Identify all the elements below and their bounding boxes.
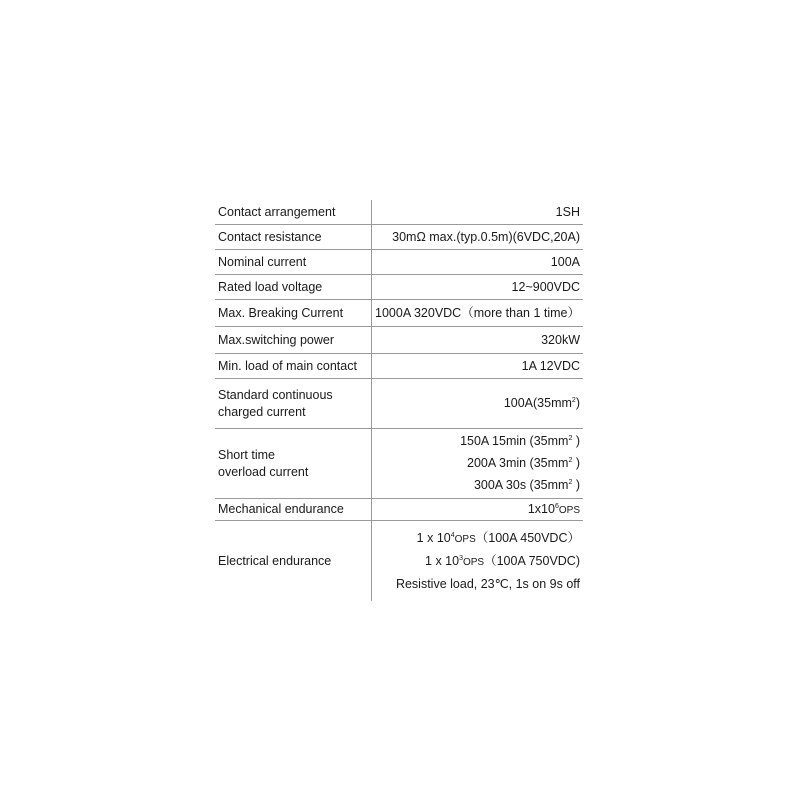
endurance-value-line: 1 x $10^3OPS(100A$ 750VDC) [425, 553, 580, 568]
spec-row-electrical-endurance [215, 521, 583, 601]
endurance-value-line: Resistive load, 23℃, 1s on 9s off [395, 576, 580, 591]
spec-label: Nominal current [215, 250, 372, 274]
spec-label: Contact arrangement [215, 200, 372, 224]
spec-value [372, 521, 583, 601]
spec-label: Min. load of main contact [215, 354, 372, 378]
spec-label: Standard continuous charged current [215, 379, 372, 428]
spec-value: 100A [550, 254, 580, 269]
spec-label: Mechanical endurance [215, 499, 372, 520]
spec-label: Electrical endurance [215, 521, 372, 601]
spec-label: Short time overload current [215, 429, 372, 498]
spec-row-max-switching-power [215, 327, 583, 354]
spec-row-standard-continuous-charged-current [215, 379, 583, 429]
spec-row-rated-load-voltage [215, 275, 583, 300]
spec-value: $1x10^6OPS$ [527, 501, 580, 516]
spec-value: 320kW [541, 332, 580, 347]
spec-row-contact-resistance [215, 225, 583, 250]
spec-row-max-breaking-current [215, 300, 583, 327]
overload-value-line: 200A 3min ($35mm^2$ ) [467, 456, 580, 470]
spec-value: 12~900VDC [511, 279, 580, 294]
spec-row-mechanical-endurance [215, 499, 583, 521]
spec-value [372, 429, 583, 498]
spec-value: 1A 12VDC [521, 358, 580, 373]
endurance-value-line: 1 x $10^4OPS(100A$ 450VDC） [416, 530, 580, 545]
spec-row-contact-arrangement [215, 200, 583, 225]
spec-value: $100A(35mm^2)$ [503, 396, 580, 410]
spec-value: 1000A 320VDC（more than 1 time） [375, 305, 580, 320]
spec-label: Max.switching power [215, 327, 372, 353]
spec-row-short-time-overload-current [215, 429, 583, 499]
spec-row-min-load-main-contact [215, 354, 583, 379]
overload-value-line: 150A 15min ($35mm^2$ ) [460, 434, 580, 448]
spec-label: Contact resistance [215, 225, 372, 249]
spec-value: 1SH [555, 204, 580, 219]
spec-row-nominal-current [215, 250, 583, 275]
overload-value-line: 300A 30s ($35mm^2$ ) [473, 478, 580, 492]
specification-table [215, 200, 583, 601]
spec-value: 30mΩ max.(typ.0.5m)(6VDC,20A) [392, 229, 580, 244]
spec-label: Rated load voltage [215, 275, 372, 299]
spec-label: Max. Breaking Current [215, 300, 372, 326]
